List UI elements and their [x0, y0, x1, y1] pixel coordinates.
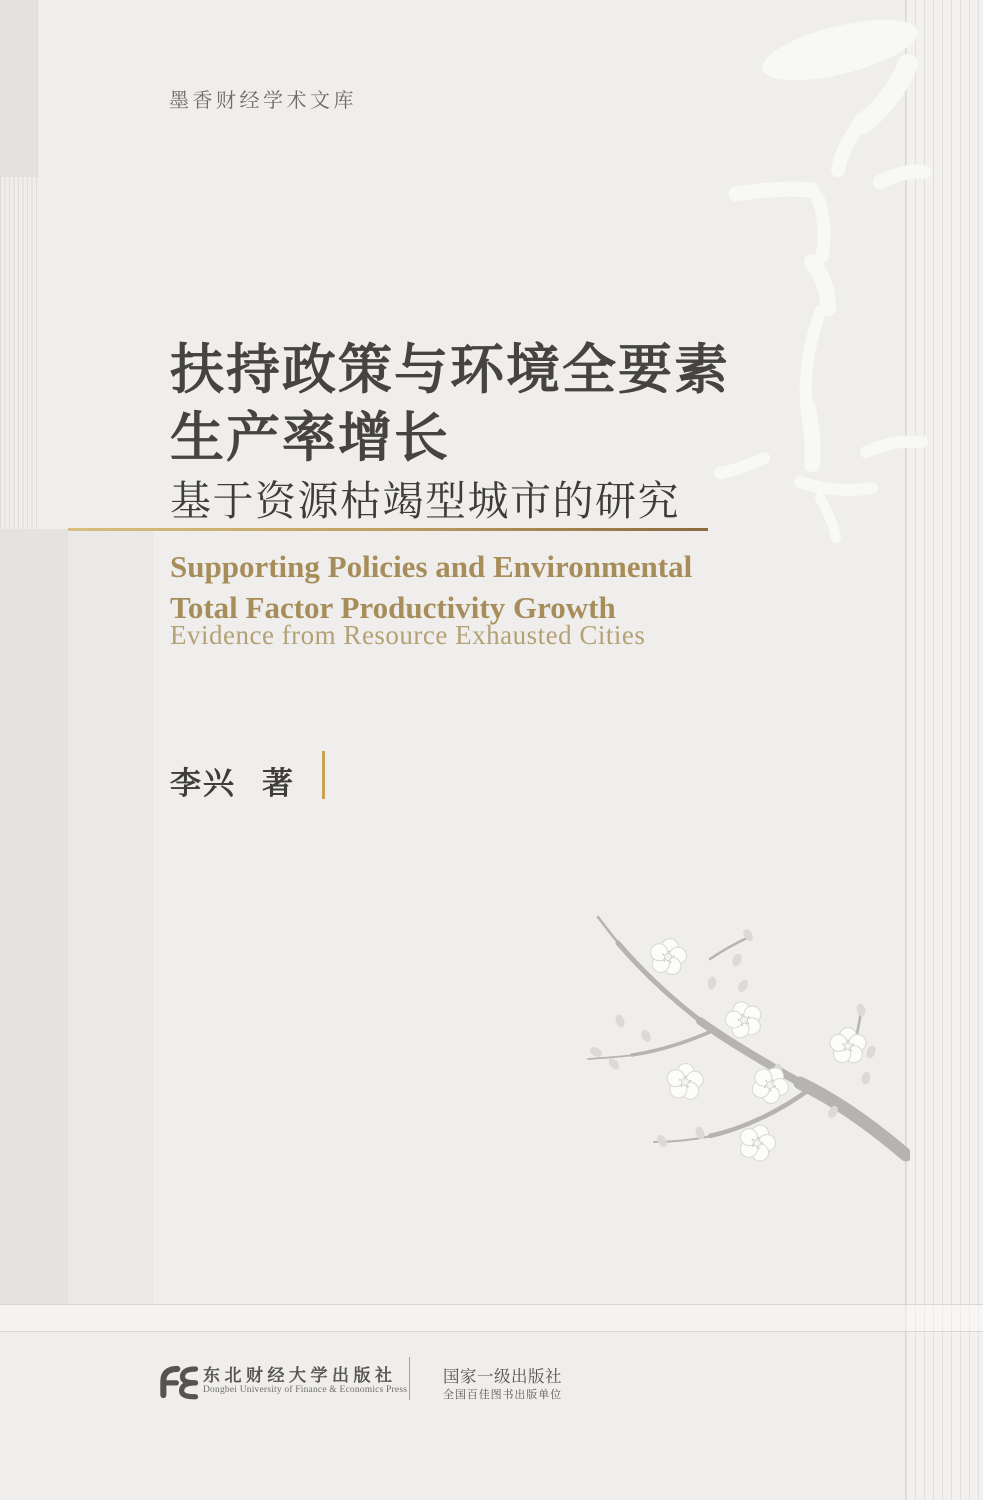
publisher-divider	[409, 1357, 410, 1400]
footer-rule-top	[0, 1304, 983, 1305]
author-name: 李兴	[170, 766, 236, 801]
series-label: 墨香财经学术文库	[169, 90, 357, 112]
author-line	[170, 758, 295, 803]
footer-band	[0, 1305, 983, 1331]
footer-rule-bottom	[0, 1331, 983, 1332]
ink-calligraphy-watermark	[700, 12, 935, 557]
english-title-line-1: Supporting Policies and Environmental	[170, 549, 693, 584]
left-page-layer-light	[68, 529, 153, 1304]
left-spine-band	[0, 0, 38, 177]
publisher-name-en: Dongbei University of Finance & Economics Press	[203, 1385, 408, 1395]
plum-blossom-illustration	[560, 893, 910, 1205]
book-subtitle-cn: 基于资源枯竭型城市的研究	[170, 478, 680, 524]
book-title-en	[170, 546, 692, 628]
gold-divider	[68, 528, 708, 531]
publisher-logo-icon	[159, 1364, 199, 1400]
publisher-badge-line-1: 国家一级出版社	[443, 1368, 562, 1386]
book-title-line-2: 生产率增长	[170, 408, 450, 468]
left-page-layer-dark	[0, 529, 68, 1304]
english-title-line-2: Total Factor Productivity Growth	[170, 590, 616, 625]
left-pinstripe-band	[0, 177, 37, 529]
book-title-cn	[170, 336, 730, 472]
publisher-name-cn: 东北财经大学出版社	[203, 1366, 397, 1385]
publisher-badge-line-2: 全国百佳图书出版单位	[443, 1389, 562, 1401]
book-subtitle-en: Evidence from Resource Exhausted Cities	[170, 620, 646, 650]
author-role: 著	[262, 766, 295, 801]
author-accent-bar	[322, 751, 325, 799]
book-title-line-1: 扶持政策与环境全要素	[170, 340, 730, 400]
